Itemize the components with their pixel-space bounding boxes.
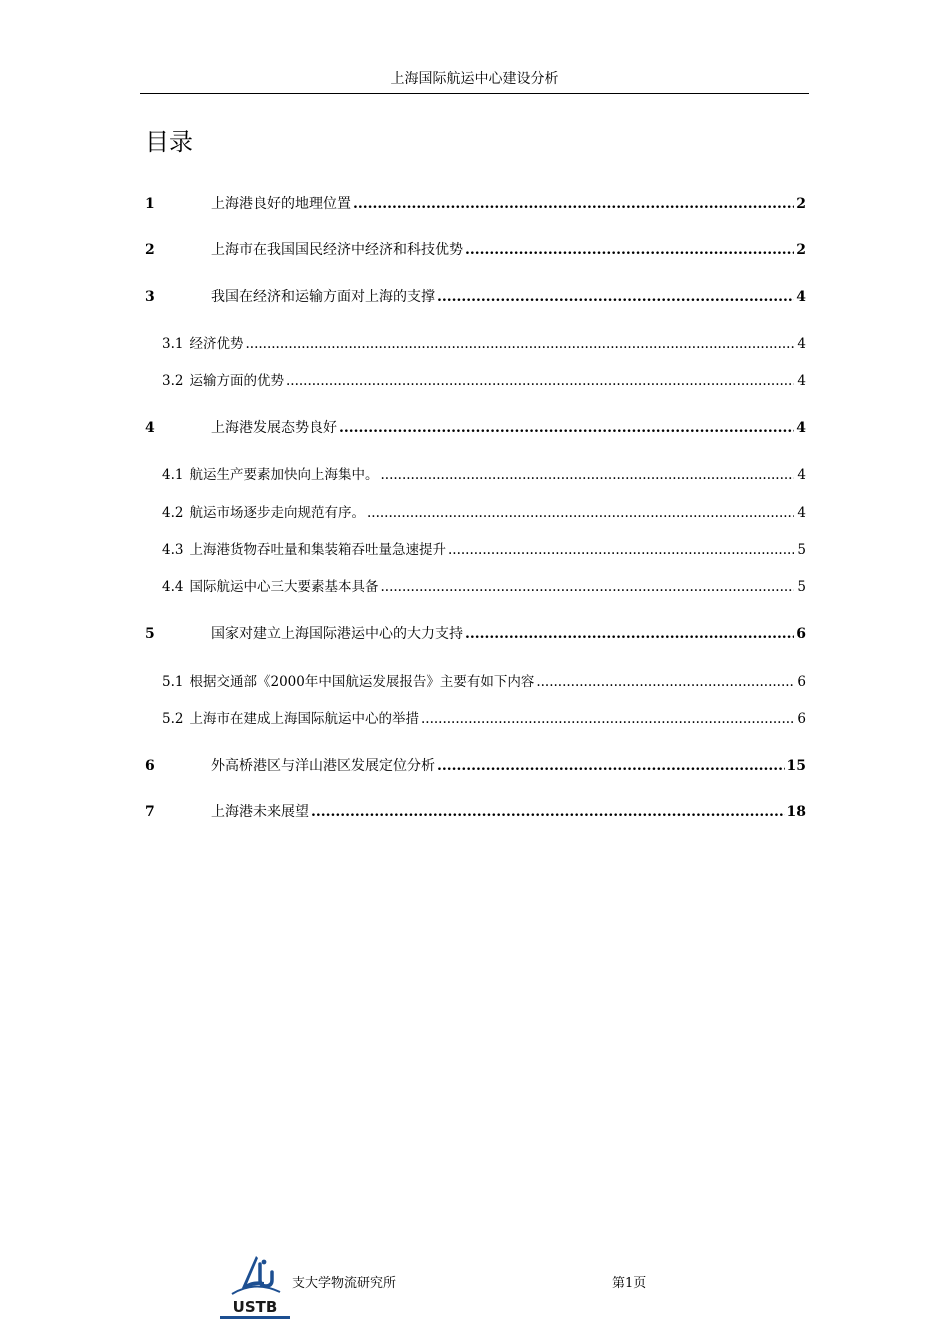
- toc-entry-text: 航运市场逐步走向规范有序。: [189, 505, 365, 521]
- toc-entry-number: 4.2: [162, 505, 184, 521]
- toc-entry-page: 4: [797, 336, 806, 352]
- toc-entry-page: 4: [797, 373, 806, 389]
- toc-entry[interactable]: [145, 194, 806, 214]
- toc-entry-number: 4.3: [162, 542, 184, 558]
- toc-entry-text: 国家对建立上海国际港运中心的大力支持: [211, 626, 463, 642]
- toc-entry-text: 根据交通部《2000年中国航运发展报告》主要有如下内容: [189, 674, 535, 690]
- page-header: [140, 66, 809, 94]
- toc-entry-text: 上海市在建成上海国际航运中心的举措: [189, 711, 419, 727]
- toc-entry-text: 运输方面的优势: [189, 373, 284, 389]
- toc-entry-text: 上海港货物吞吐量和集装箱吞吐量急速提升: [189, 542, 446, 558]
- toc-leader-dots: [448, 540, 794, 560]
- header-title: 上海国际航运中心建设分析: [390, 71, 559, 87]
- toc-leader-dots: [339, 418, 794, 438]
- toc-entry-number: 3: [145, 289, 155, 305]
- toc-leader-dots: [286, 371, 794, 391]
- toc-entry-page: 15: [786, 758, 806, 774]
- toc-entry-page: 4: [796, 420, 806, 436]
- toc-leader-dots: [353, 194, 794, 214]
- toc-entry-page: 4: [797, 467, 806, 483]
- footer-page-number: 第1页: [612, 1276, 647, 1291]
- toc-entry-text: 上海港良好的地理位置: [211, 196, 351, 212]
- toc-leader-dots: [421, 709, 794, 729]
- toc-entry-page: 2: [796, 196, 806, 212]
- toc-subentry[interactable]: [162, 465, 806, 485]
- toc-entry-text: 航运生产要素加快向上海集中。: [189, 467, 379, 483]
- ustb-logo-icon: [220, 1250, 290, 1320]
- toc-entry-text: 上海港发展态势良好: [211, 420, 337, 436]
- toc-entry-text: 外高桥港区与洋山港区发展定位分析: [211, 758, 435, 774]
- toc-subentry[interactable]: [162, 672, 806, 692]
- toc-entry-page: 6: [797, 674, 806, 690]
- toc-entry-text: 上海市在我国国民经济中经济和科技优势: [211, 242, 463, 258]
- toc-entry-page: 2: [796, 242, 806, 258]
- ustb-logo: [220, 1250, 290, 1320]
- toc-leader-dots: [245, 334, 794, 354]
- toc-entry-page: 6: [796, 626, 806, 642]
- toc-entry-page: 4: [796, 289, 806, 305]
- toc-entry-number: 7: [145, 804, 155, 820]
- toc-entry-text: 国际航运中心三大要素基本具备: [189, 579, 379, 595]
- logo-text: USTB: [232, 1298, 278, 1316]
- toc-subentry[interactable]: [162, 540, 806, 560]
- toc-entry-page: 6: [797, 711, 806, 727]
- toc-leader-dots: [536, 672, 794, 692]
- toc-leader-dots: [437, 756, 785, 776]
- toc-entry-text: 我国在经济和运输方面对上海的支撑: [211, 289, 435, 305]
- toc-entry-number: 1: [145, 196, 155, 212]
- toc-subentry[interactable]: [162, 503, 806, 523]
- toc-leader-dots: [367, 503, 794, 523]
- toc-leader-dots: [437, 287, 794, 307]
- toc-entry-number: 5.1: [162, 674, 184, 690]
- toc-title: 目录: [145, 128, 193, 156]
- toc-entry-number: 4.4: [162, 579, 184, 595]
- toc-leader-dots: [311, 802, 785, 822]
- toc-entry[interactable]: [145, 624, 806, 644]
- toc-entry-number: 5: [145, 626, 155, 642]
- toc-subentry[interactable]: [162, 709, 806, 729]
- toc-entry-page: 5: [797, 579, 806, 595]
- toc-entry[interactable]: [145, 240, 806, 260]
- toc-entry-page: 4: [797, 505, 806, 521]
- toc-entry-number: 6: [145, 758, 155, 774]
- toc-entry[interactable]: [145, 287, 806, 307]
- toc-entry-number: 4.1: [162, 467, 184, 483]
- toc-entry-number: 3.1: [162, 336, 184, 352]
- toc-leader-dots: [465, 240, 794, 260]
- toc-entry-text: 经济优势: [189, 336, 244, 352]
- toc-subentry[interactable]: [162, 371, 806, 391]
- toc-entry-number: 4: [145, 420, 155, 436]
- toc-leader-dots: [380, 577, 794, 597]
- toc-entry[interactable]: [145, 418, 806, 438]
- toc-entry-number: 2: [145, 242, 155, 258]
- toc-entry-number: 5.2: [162, 711, 184, 727]
- toc-entry[interactable]: [145, 756, 806, 776]
- toc-subentry[interactable]: [162, 334, 806, 354]
- toc-entry-number: 3.2: [162, 373, 184, 389]
- toc-entry-page: 18: [786, 804, 806, 820]
- toc-entry[interactable]: [145, 802, 806, 822]
- toc-entry-page: 5: [797, 542, 806, 558]
- toc-leader-dots: [465, 624, 794, 644]
- toc-subentry[interactable]: [162, 577, 806, 597]
- toc-entry-text: 上海港未来展望: [211, 804, 309, 820]
- toc-leader-dots: [380, 465, 794, 485]
- footer-organization: 支大学物流研究所: [292, 1276, 397, 1291]
